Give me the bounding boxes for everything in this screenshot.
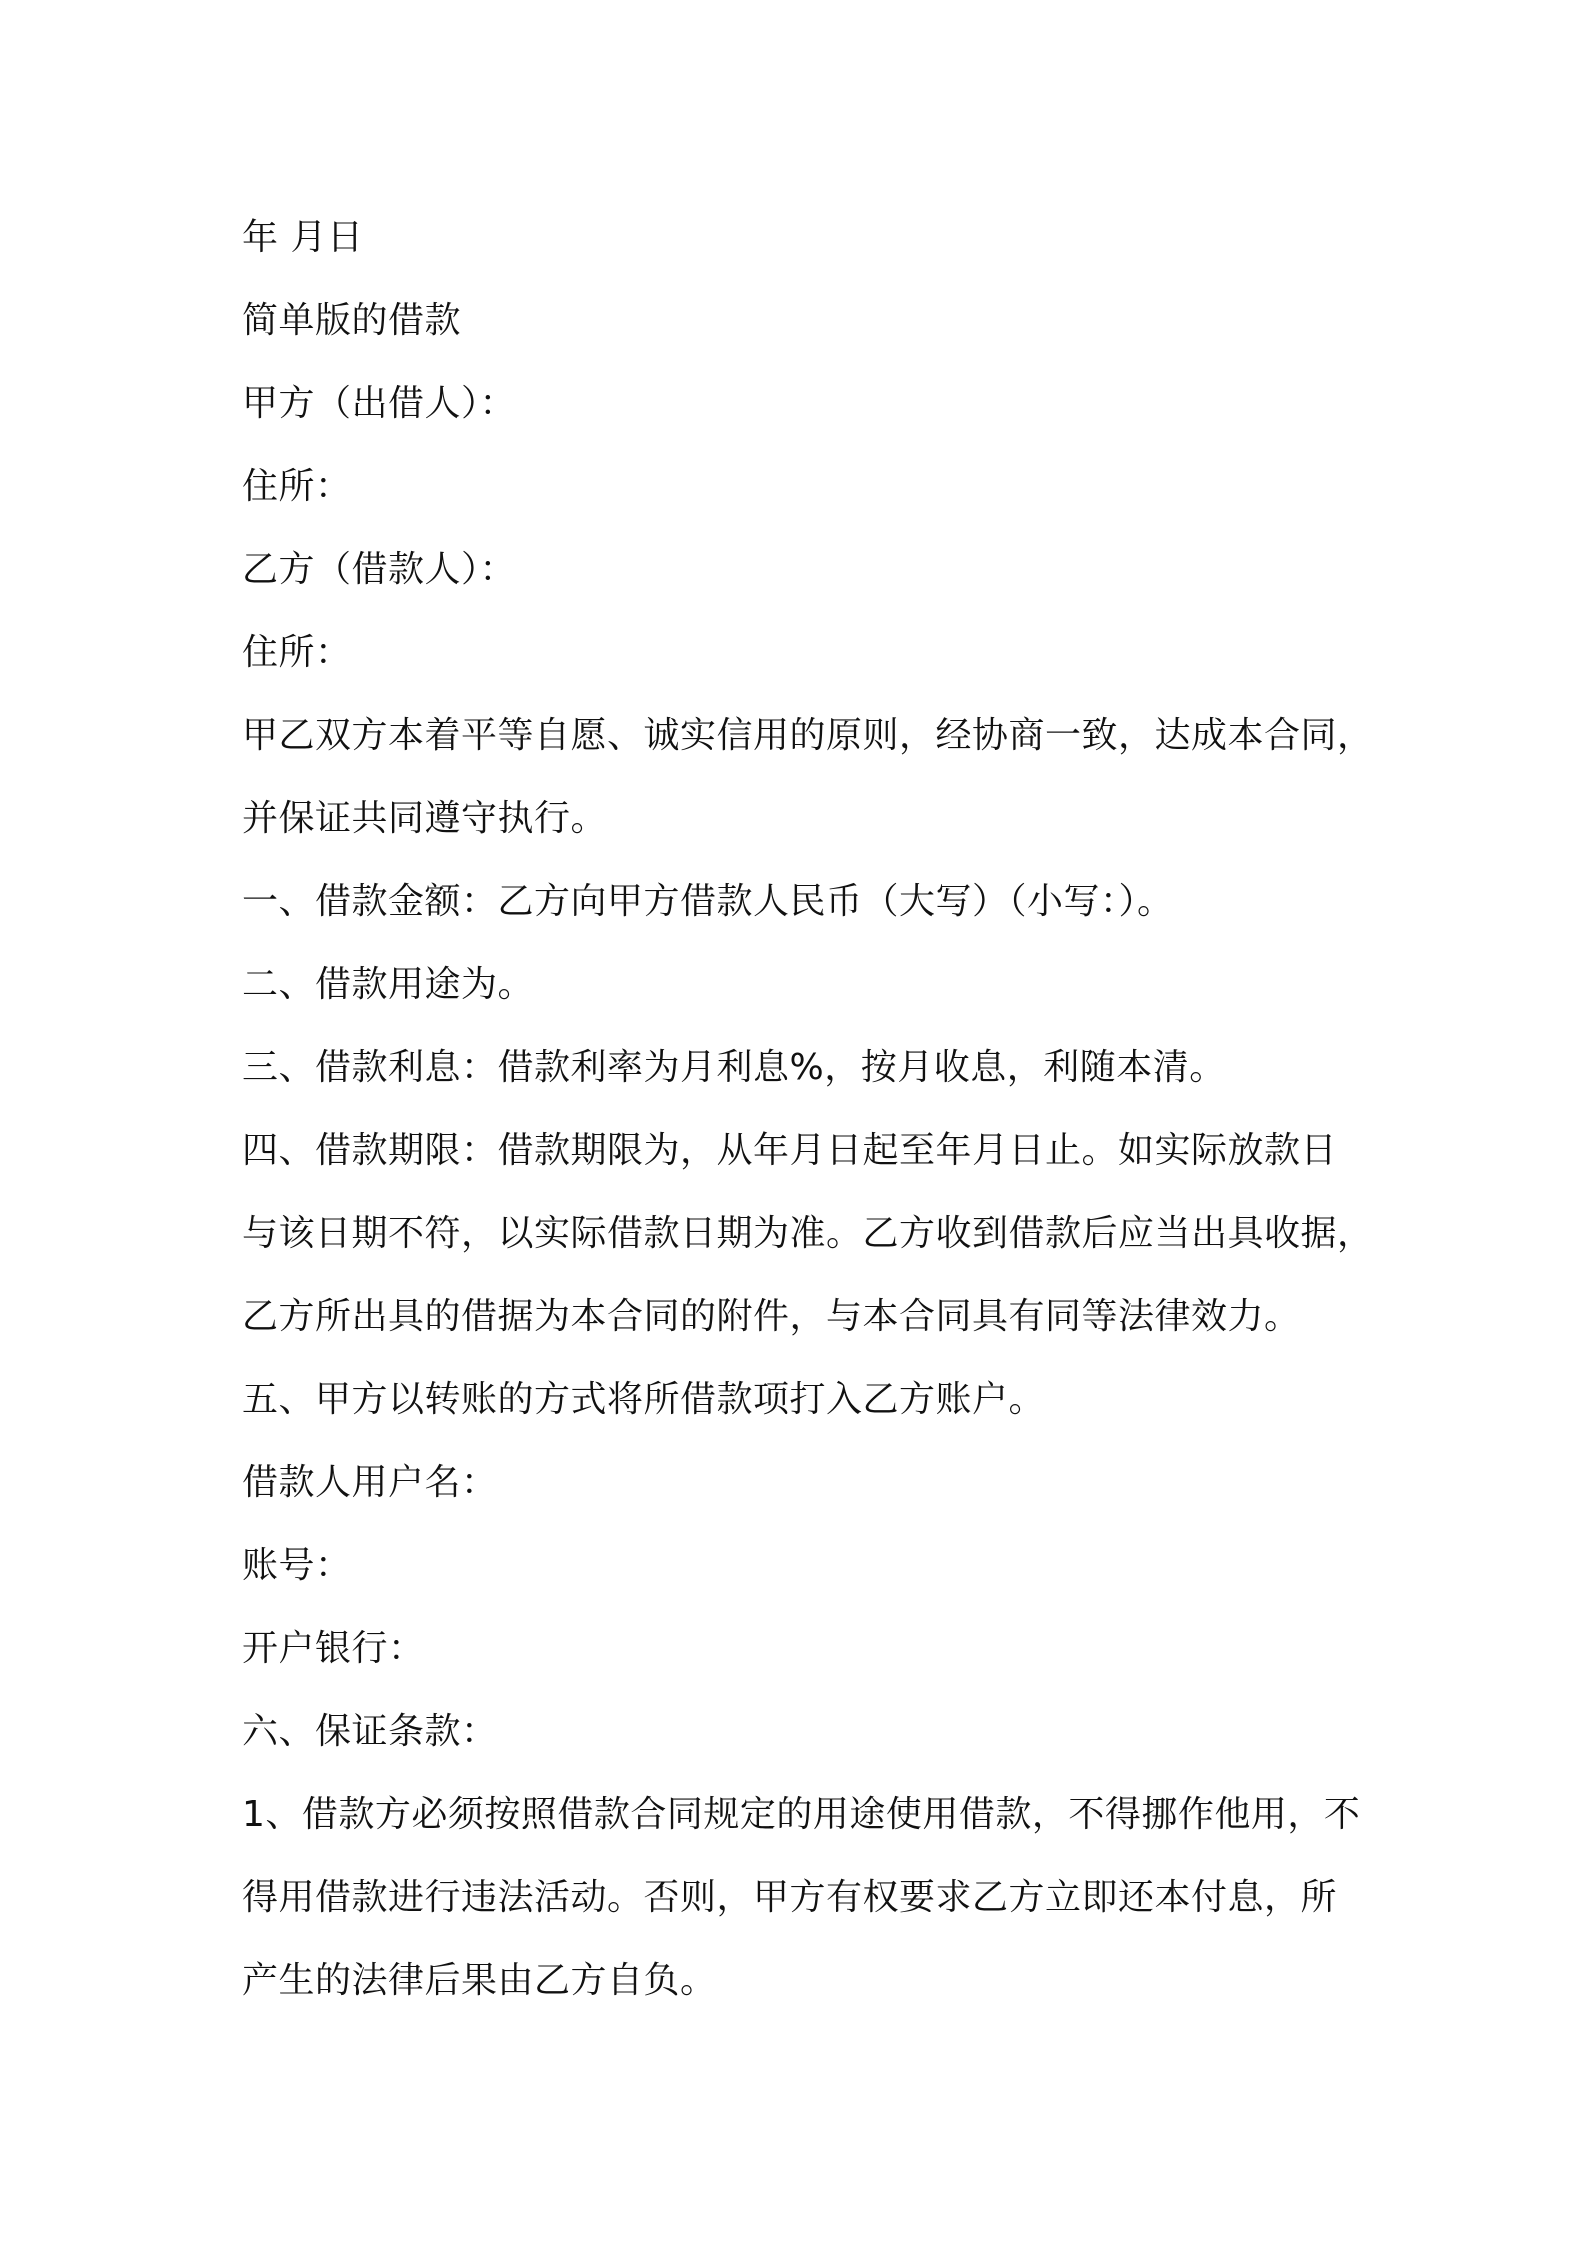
clause-term-line-1: 四、借款期限：借款期限为，从年月日起至年月日止。如实际放款日 [242, 1130, 1338, 1171]
guarantee-item-1-line-3: 产生的法律后果由乙方自负。 [242, 1960, 717, 2001]
account-number-label: 账号： [242, 1545, 352, 1586]
borrower-address-label: 住所： [242, 632, 352, 673]
borrower-label: 乙方（借款人）： [242, 549, 517, 590]
clause-purpose: 二、借款用途为。 [242, 964, 535, 1005]
lender-label: 甲方（出借人）： [242, 383, 517, 424]
clause-amount: 一、借款金额：乙方向甲方借款人民币（大写）（小写：）。 [242, 881, 1174, 922]
date-line: 年 月日 [242, 217, 364, 258]
preamble-line-1: 甲乙双方本着平等自愿、诚实信用的原则，经协商一致，达成本合同， [242, 715, 1374, 756]
clause-term-line-2: 与该日期不符，以实际借款日期为准。乙方收到借款后应当出具收据， [242, 1213, 1374, 1254]
guarantee-item-1-line-2: 得用借款进行违法活动。否则，甲方有权要求乙方立即还本付息，所 [242, 1877, 1338, 1918]
document-title: 简单版的借款 [242, 300, 462, 341]
preamble-line-2: 并保证共同遵守执行。 [242, 798, 608, 839]
lender-address-label: 住所： [242, 466, 352, 507]
document-body [242, 196, 1374, 2022]
clause-term-line-3: 乙方所出具的借据为本合同的附件，与本合同具有同等法律效力。 [242, 1296, 1301, 1337]
clause-transfer: 五、甲方以转账的方式将所借款项打入乙方账户。 [242, 1379, 1046, 1420]
clause-guarantee-heading: 六、保证条款： [242, 1711, 498, 1752]
bank-label: 开户银行： [242, 1628, 425, 1669]
clause-interest: 三、借款利息：借款利率为月利息%，按月收息，利随本清。 [242, 1047, 1226, 1088]
guarantee-item-1-line-1: 1、借款方必须按照借款合同规定的用途使用借款，不得挪作他用，不 [242, 1794, 1361, 1835]
account-name-label: 借款人用户名： [242, 1462, 498, 1503]
